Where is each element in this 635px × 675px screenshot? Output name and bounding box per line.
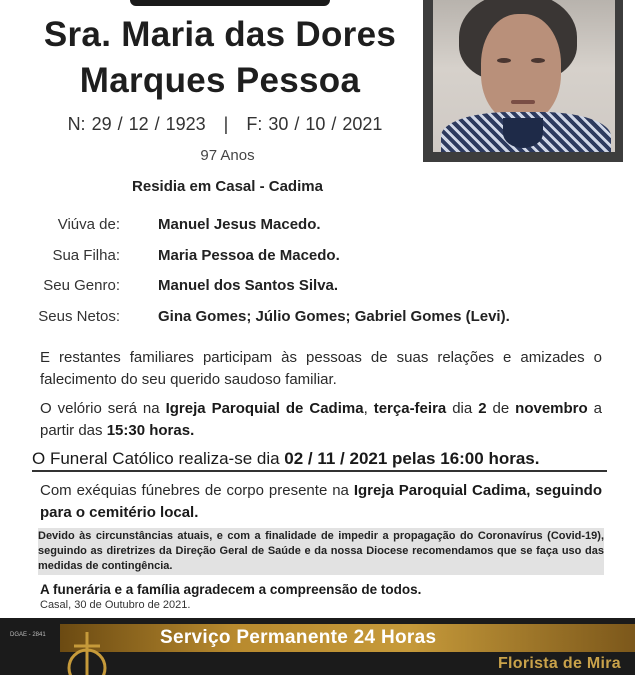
relative-name: Maria Pessoa de Macedo.	[158, 247, 340, 264]
covid-notice: Devido às circunstâncias atuais, e com a finalidade de impedir a propagação do Coronavírus (Covid-19), seguindo as diretrizes da Direção Geral de Saúde e da nossa Diocese recomendamos que se faça uso das medidas de contingência.	[38, 528, 604, 575]
relative-name: Manuel Jesus Macedo.	[158, 216, 321, 233]
funeral-datetime: 02 / 11 / 2021 pelas 16:00 horas.	[284, 449, 540, 468]
footer-banner	[0, 618, 635, 675]
wake-time: 15:30 horas.	[106, 422, 195, 439]
relative-label: Viúva de:	[57, 216, 120, 233]
relative-label: Seu Genro:	[43, 277, 120, 294]
relative-row	[0, 277, 600, 299]
relative-label: Sua Filha:	[52, 247, 120, 264]
relative-row	[0, 308, 600, 330]
life-dates	[0, 114, 450, 135]
relative-name: Manuel dos Santos Silva.	[158, 277, 339, 294]
wake-day: terça-feira	[373, 400, 447, 417]
relative-name: Gina Gomes; Júlio Gomes; Gabriel Gomes (Levi).	[158, 308, 510, 325]
funeral-info: O Funeral Católico realiza-se dia 02 / 11 / 2021 pelas 16:00 horas.	[32, 449, 607, 472]
deceased-name	[0, 12, 440, 104]
family-announcement: E restantes familiares participam às pessoas de suas relações e amizades o falecimento do seu querido saudoso familiar.	[40, 349, 602, 388]
license-code: DGAE - 2841	[10, 632, 46, 638]
wake-info: O velório será na Igreja Paroquial de Cadima, terça-feira dia 2 de novembro a partir das 15:30 horas.	[40, 400, 602, 439]
date-separator: |	[223, 114, 229, 134]
florist-name: Florista de Mira	[497, 655, 621, 672]
portrait-photo	[433, 0, 615, 152]
top-decorative-bar	[130, 0, 330, 6]
relative-row	[0, 216, 600, 238]
service-slogan: Serviço Permanente 24 Horas	[160, 627, 437, 648]
death-date: F: 30 / 10 / 2021	[246, 114, 383, 134]
relative-row	[0, 247, 600, 269]
name-line-1: Sra. Maria das Dores	[43, 15, 397, 54]
age: 97 Anos	[200, 147, 255, 164]
exequies-info: Com exéquias fúnebres de corpo presente na Igreja Paroquial Cadima, seguindo para o cemitério local.	[40, 482, 602, 521]
residence: Residia em Casal - Cadima	[132, 178, 323, 195]
birth-date: N: 29 / 12 / 1923	[67, 114, 206, 134]
wake-place: Igreja Paroquial de Cadima	[165, 400, 364, 417]
thanks-note: A funerária e a família agradecem a compreensão de todos.	[40, 582, 422, 597]
portrait-frame	[423, 0, 623, 162]
name-line-2: Marques Pessoa	[79, 61, 361, 100]
place-date: Casal, 30 de Outubro de 2021.	[40, 599, 191, 611]
cross-emblem-icon	[62, 626, 112, 675]
relative-label: Seus Netos:	[38, 308, 120, 325]
exequies-place: Igreja Paroquial Cadima,	[353, 482, 531, 499]
